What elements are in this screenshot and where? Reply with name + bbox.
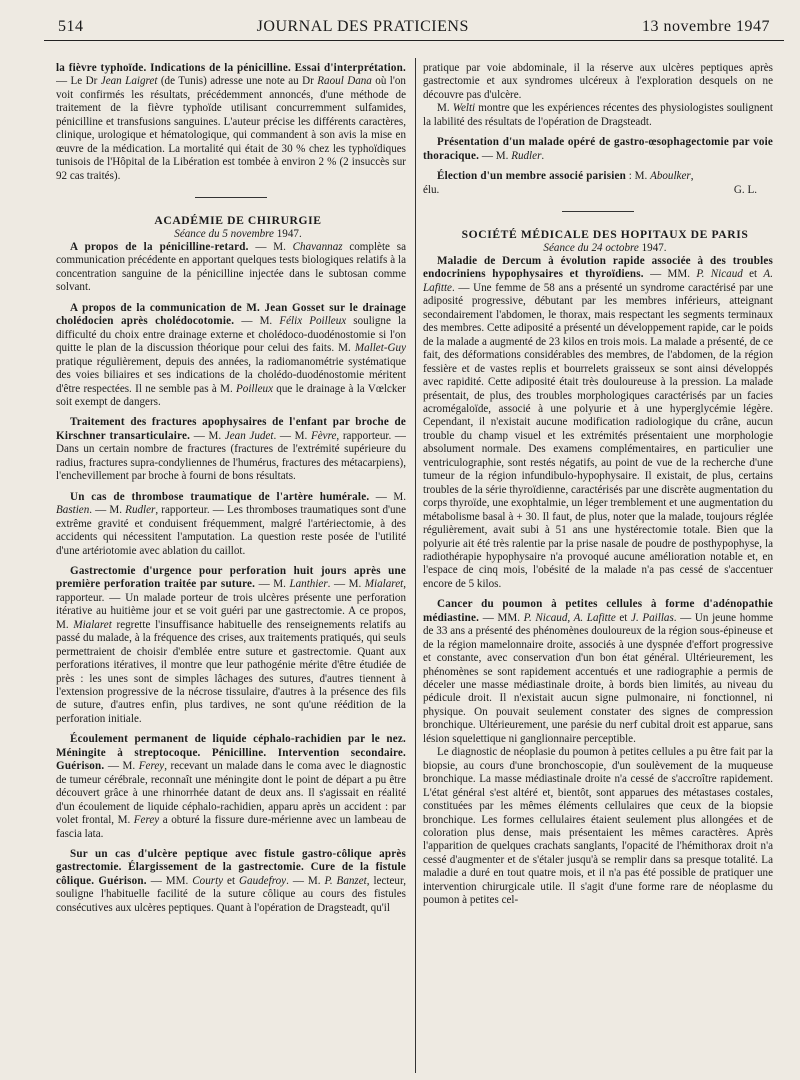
article-cancer-poumon-cont: Le diagnostic de néoplasie du poumon à petites cellules a pu être fait par la biopsie, au cours d'une bronchoscopie, d'un soulèvement de la muqueuse bronchique. La masse médiastinale droite n'a cessé de s'accroître rapidement. L'état général s'est altéré et, bientôt, sont apparues des métastases costales, constituées par les mêmes éléments cellulaires que ceux de la biopsie bronchique. Les formes cellulaires étaient seulement plus allongées et de coloration plus dense, mais présentaient les mêmes caractères. Après l'apparition de quelques crachats sanglants, l'opacité de l'hémithorax droit n'a cessé d'augmenter et de s'étaler jusqu'à se remplir dans sa presque totalité. La maladie a duré en tout quatre mois, et il n'a pas été possible de pratiquer une intervention chirurgicale utile. Il s'agit d'une forme rare de néoplasme du poumon à petites cel- (423, 746, 773, 907)
author-name: Félix Poilleux (279, 315, 347, 328)
article-text: , rapporteur. — Les thromboses traumatiques sont d'une extrême gravité et conduisent fréquemment, malgré l'artériectomie, à des accidents qui nécessitent l'amputation. La question reste posée de l'utilité d'une artériotomie avec ablation du caillot. (56, 504, 406, 557)
article-text: , rapporteur. — Un malade porteur de trois ulcères présente une perforation itérative au huitième jour et se voit guéri par une gastrectomie. A ce propos, M. (56, 578, 406, 631)
article-election (423, 170, 773, 183)
left-column (56, 62, 406, 1072)
author-name: P. Nicaud, A. Lafitte (523, 611, 616, 624)
article-gastrectomie (56, 565, 406, 726)
article-text: a obturé la fissure dure-mérienne avec un lambeau de fascia lata. (56, 814, 406, 840)
article-penicilline-retard (56, 241, 406, 295)
article-text: — M. (255, 578, 290, 591)
article-text: , rapporteur. — Dans un certain nombre de fractures (fractures de l'extrémité supérieure du radius, fractures supra-condyliennes de l'humérus, fractures des métacarpiens), l'enchevillement par broche à fourni de bons résultats. (56, 429, 406, 483)
author-name: Fèvre (310, 429, 337, 442)
article-text: regrette l'insuffisance habituelle des renseignements relatifs au passé du malade, à la fréquence des crises, aux traitements pratiqués, qui seuls permettraient de choisir d'emblée entre suture et gastrectomie. Quant aux perforations itératives, il montre que leur pathogénie mérite d'être étudiée de près : les unes sont de simples lâchages des sutures, d'autres tiennent à l'extension progressive de la nécrose tissulaire, d'autres à la présence des fils de suture, d'autres enfin, plus tardives, ne sont qu'une réédition de la perforation initiale. (56, 618, 406, 725)
article-text: . — Un jeune homme de 33 ans a présenté des phénomènes douloureux de la région sous-épineuse et de la région mamelonnaire droite, associés à une dyspnée d'effort progressive et constante, avec conservation d'un bon état général. Ultérieurement, les phénomènes se sont rapidement accentués et une radiographie a permis de déceler une masse médiastinale droite, à bords bien limités, au niveau du pédicule droit. Il n'existait aucun signe pulmonaire, ni fonctionnel, ni physique. On pouvait seulement constater des signes de compression bronchique. Ultérieurement, une parésie du nerf cubital droit est apparue, sans lésion squelettique ni ganglionnaire perceptible. (423, 611, 773, 745)
article-text: (de Tunis) adresse une note au Dr (157, 75, 318, 88)
author-name: Chavannaz (292, 240, 343, 253)
article-text: , lecteur, souligne l'habituelle facilité de la suture côlique au cours des fistules consécutives aux ulcères peptiques. Quant à l'opération de Dragsteadt, qu'il (56, 874, 406, 914)
author-name: Rudler (125, 504, 156, 517)
author-name: J. Paillas (631, 611, 674, 624)
author-name: Raoul Dana (317, 75, 372, 88)
author-name: Jean Laigret (100, 75, 158, 88)
article-typhoid (56, 62, 406, 183)
article-text: — M. (369, 490, 406, 503)
header-rule (44, 40, 784, 41)
article-thrombose (56, 491, 406, 558)
article-text: montre que les expériences récentes des physiologistes soulignent la labilité des résultats de l'opération de Dragsteadt. (423, 102, 773, 128)
article-title: la fièvre typhoïde. Indications de la pénicilline. Essai d'interprétation. (56, 62, 406, 74)
author-name: Gaudefroy (239, 874, 287, 887)
author-name: Mialaret (364, 578, 404, 591)
article-title: A propos de la pénicilline-retard. (70, 240, 249, 253)
author-name: Jean Judet (224, 429, 274, 442)
section-separator (195, 197, 267, 198)
article-text: M. (437, 102, 453, 115)
session-date-day: 5 novembre (222, 227, 274, 240)
journal-title: JOURNAL DES PRATICIENS (256, 18, 469, 35)
author-name: Welti (452, 102, 476, 115)
article-ecoulement (56, 733, 406, 841)
article-presentation (423, 136, 773, 163)
article-title: Élection d'un membre associé parisien (437, 170, 627, 183)
article-text: — M. (234, 315, 280, 328)
article-text: pratique régulièrement, depuis des années, la radiomanométrie systématique des voies biliaires et ses indications de la cholédo-duodénostomie méritent d'être respectées. Il ne semble pas à M. (56, 355, 406, 395)
article-title: Traitement des fractures apophysaires de l'enfant par broche de Kirschner transarticulaire. (56, 416, 406, 442)
article-text: et (223, 874, 240, 887)
article-text: — MM. (146, 874, 193, 887)
article-cancer-poumon (423, 598, 773, 746)
author-name: Aboulker (650, 170, 691, 183)
article-text: . — M. (286, 874, 325, 887)
article-title: Gastrectomie d'urgence pour perforation huit jours après une première perforation traitée par suture. (56, 564, 406, 591)
session-date-year: 1947. (638, 241, 667, 254)
article-text: où l'on voit confirmés les résultats, précédemment annoncés, d'une méthode de traitement de la fièvre typhoïde utilisant concurremment sulfamides, pénicilline et transfusions sanguines. L'auteur précise les différents caractères, clinique, urologique et hématologique, qui commandent à son avis la mise en œuvre de la médication. La mortalité qui était de 30 % chez les typhoïdiques tunisois de l'Hôpital de la Libération est tombée à environ 2 % (2 insuccès sur 92 cas traités). (56, 75, 406, 182)
article-title: Écoulement permanent de liquide céphalo-rachidien par le nez. Méningite à streptocoque. Pénicilline. Intervention secondaire. Guérison. (56, 733, 406, 773)
article-text: — MM. (479, 611, 524, 624)
article-text: . — M. (273, 429, 311, 442)
article-title: Maladie de Dercum à évolution rapide associée à des troubles endocriniens hypophysaires et thyroïdiens. (423, 254, 773, 281)
session-date-prefix: Séance du (543, 241, 592, 254)
article-title: Cancer du poumon à petites cellules à forme d'adénopathie médiastine. (423, 598, 773, 624)
article-welti (423, 102, 773, 129)
author-name: Bastien (56, 504, 90, 517)
section-title-academie: ACADÉMIE DE CHIRURGIE (154, 214, 322, 228)
author-name: A. Lafitte (423, 268, 773, 294)
author-name: Lanthier (289, 578, 328, 591)
article-text: — M. (479, 149, 512, 162)
page-header (58, 18, 770, 40)
session-date (423, 242, 773, 255)
author-name: Rudler (511, 149, 542, 162)
article-text: : M. (626, 170, 651, 183)
article-text: — MM. (643, 268, 697, 281)
article-text: , recevant un malade dans le coma avec le diagnostic de tumeur cérébrale, reconnaît une méningite dont le point de départ a pu être découvert grâce à une rhinorrhée datant de deux ans. Il s'agissait en réalité d'un écoulement de liquide céphalo-rachidien, apparu après un accident : par volet frontal, M. (56, 760, 406, 827)
author-name: Mallet-Guy (354, 342, 406, 355)
author-name: Poilleux (236, 382, 273, 395)
page-number: 514 (58, 18, 84, 35)
issue-date: 13 novembre 1947 (642, 18, 770, 35)
article-text: . — Une femme de 58 ans a présenté un syndrome caractérisé par une adiposité progressive, débutant par les membres inférieurs, atteignant secondairement l'abdomen, le thorax, mais respectant les segments terminaux des membres. Cette adiposité a présenté un développement rapide, car le poids de la malade a augmenté de 23 kilos en trois mois. La malade a présenté, de ce fait, des déformations considérables des membres, de l'abdomen, de la région fessière et de vastes replis et bourrelets graisseux se sont ainsi développés avec rapidité. Cette adiposité était très douloureuse à la pression. La malade présentait, de plus, des troubles morphologiques caractérisés par un facies acromégaloïde, associé à une polyurie et à une hyperglycémie légère. Cependant, il n'existait aucune modification radiologique du crâne, aucun trouble du champ visuel et les extrémités présentaient une morphologie absolument normale. Des examens complémentaires, en particulier une ventriculographie, sont restés négatifs, au point de vue de la recherche d'une tumeur de la région infundibulo-hypophysaire. Il existait, de plus, certains troubles de la série thyroïdienne, caractérisés par une discrète augmentation du corps thyroïde, une exophtalmie, un léger tremblement et une augmentation du métabolisme basal à + 30. Il faut, de plus, noter que la malade, toujours réglée régulièrement, avait subi à 51 ans une hystérectomie totale. Bien que la polyurie ait été très ralentie par la prise nasale de poudre de posthypophyse, la radiothérapie hypophysaire n'a provoqué aucune amélioration notable et, en l'espace de cinq mois, l'obésité de la malade n'a pas cessé de s'accentuer encore de 5 kilos. (423, 281, 773, 590)
author-name: P. Banzet (324, 874, 367, 887)
right-column (423, 62, 773, 1072)
author-name: Courty (192, 874, 224, 887)
article-text: . (541, 149, 545, 162)
column-divider (415, 58, 416, 1073)
article-text: — M. (248, 240, 293, 253)
article-text: — Le Dr (56, 75, 101, 88)
author-name: Ferey (133, 814, 160, 827)
article-text: . — M. (327, 578, 365, 591)
author-name: Ferey (138, 760, 165, 773)
article-text: et (615, 611, 632, 624)
signature-initials: G. L. (733, 183, 757, 196)
author-name: Mialaret (73, 618, 112, 631)
article-text: que le drainage à la Vœlcker soit exempt de dangers. (56, 382, 406, 408)
article-title: A propos de la communication de M. Jean Gosset sur le drainage cholédocien après cholédocotomie. (56, 301, 406, 328)
author-name: P. Nicaud (696, 268, 743, 281)
election-signature-line (423, 184, 773, 197)
article-ulcere-peptique (56, 848, 406, 915)
session-date-day: 24 octobre (591, 241, 639, 254)
article-title: Un cas de thrombose traumatique de l'artère humérale. (70, 490, 370, 503)
article-text: élu. (423, 183, 440, 196)
article-text: — M. (104, 760, 139, 773)
article-drainage (56, 302, 406, 410)
section-title-societe: SOCIÉTÉ MÉDICALE DES HOPITAUX DE PARIS (461, 228, 749, 242)
article-dercum (423, 255, 773, 591)
article-text: souligne la difficulté du choix entre drainage externe et cholédoco-duodénostomie si l'on quitte le plan de la discussion théorique pour celui des faits. M. (56, 315, 406, 355)
section-separator (562, 211, 634, 212)
article-continuation: pratique par voie abdominale, il la réserve aux ulcères peptiques après gastrectomie et aux syndromes ulcéreux à l'exploration desquels on ne découvre pas d'ulcère. (423, 62, 773, 101)
article-text: , (690, 170, 694, 183)
article-text: . — M. (89, 504, 126, 517)
article-fractures (56, 416, 406, 483)
session-date-prefix: Séance du (174, 227, 223, 240)
article-text: — M. (190, 429, 225, 442)
article-title: Sur un cas d'ulcère peptique avec fistule gastro-côlique après gastrectomie. Élargissement de la gastrectomie. Cure de la fistule côlique. Guérison. (56, 848, 406, 887)
article-text: et (742, 268, 764, 281)
article-title: Présentation d'un malade opéré de gastro-œsophagectomie par voie thoracique. (423, 136, 773, 162)
article-text: complète sa communication précédente en apportant quelques tests biologiques relatifs à la concentration sanguine de la pénicilline injectée dans le subtosan comme solvant. (56, 240, 406, 294)
session-date (56, 228, 406, 241)
session-date-year: 1947. (273, 227, 302, 240)
